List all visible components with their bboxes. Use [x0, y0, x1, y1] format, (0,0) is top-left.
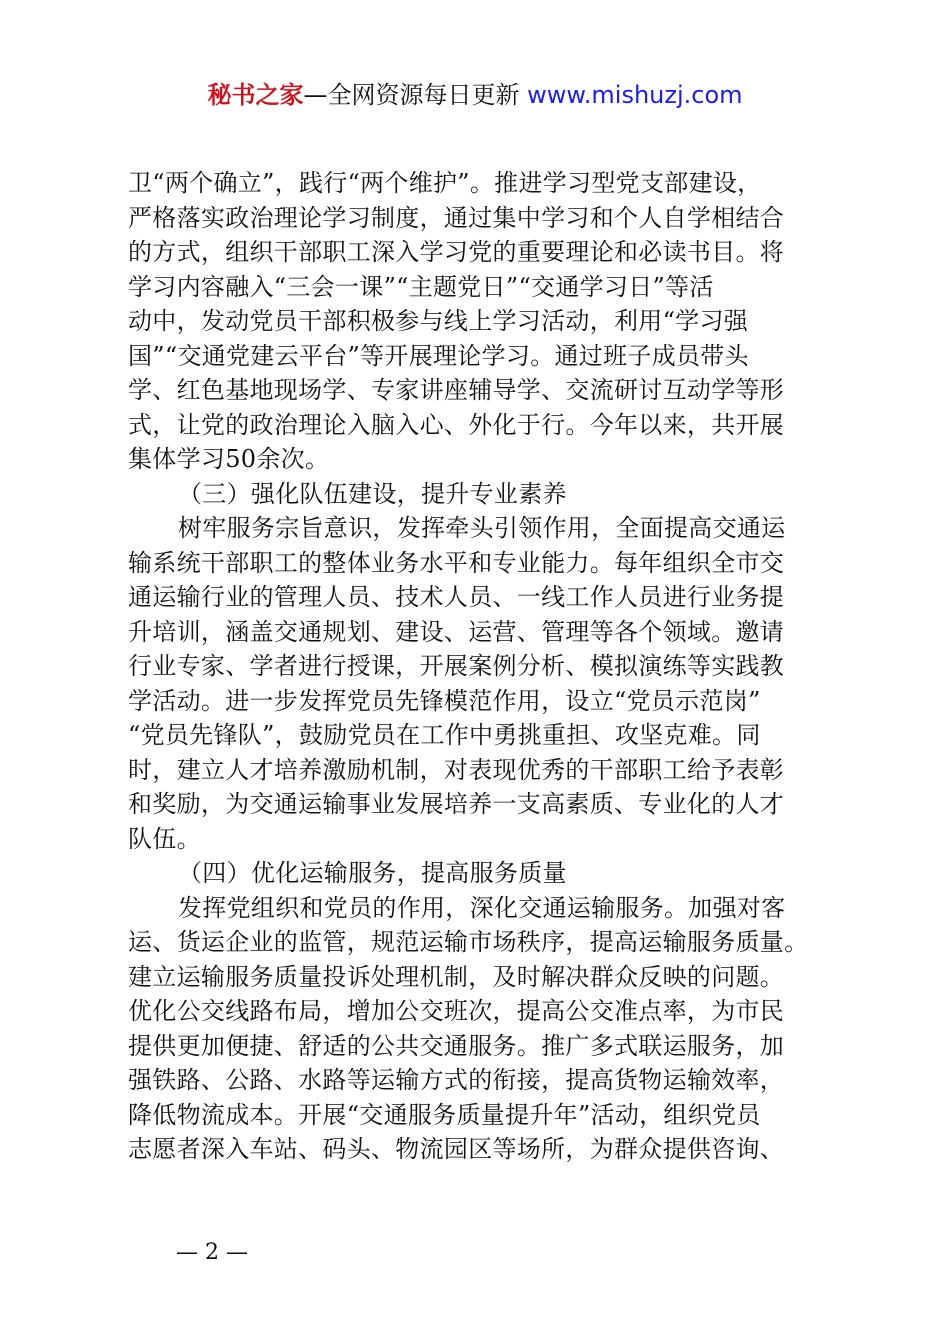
text-line: 严格落实政治理论学习制度，通过集中学习和个人自学相结合 [128, 203, 785, 232]
section-heading: （三）强化队伍建设，提升专业素养 [178, 479, 567, 508]
header-site-link[interactable]: www.mishuzj.com [527, 81, 743, 109]
text-line: 强铁路、公路、水路等运输方式的衔接，提高货物运输效率， [128, 1066, 785, 1094]
text-line: 输系统干部职工的整体业务水平和专业能力。每年组织全市交 [128, 548, 785, 577]
text-line: 优化公交线路布局，增加公交班次，提高公交准点率，为市民 [128, 997, 785, 1025]
text-line: 学活动。进一步发挥党员先锋模范作用，设立“党员示范岗” [128, 686, 761, 715]
page-number: — 2 — [176, 1240, 248, 1265]
text-line: “党员先锋队”，鼓励党员在工作中勇挑重担、攻坚克难。同 [128, 721, 761, 749]
text-line: 志愿者深入车站、码头、物流园区等场所，为群众提供咨询、 [128, 1135, 785, 1163]
text-line: 升培训，涵盖交通规划、建设、运营、管理等各个领域。邀请 [128, 617, 785, 646]
text-line: 通运输行业的管理人员、技术人员、一线工作人员进行业务提 [128, 583, 785, 611]
text-line: 国”“交通党建云平台”等开展理论学习。通过班子成员带头 [128, 341, 749, 370]
text-line: 队伍。 [128, 824, 201, 853]
text-line: 学、红色基地现场学、专家讲座辅导学、交流研讨互动学等形 [128, 376, 785, 404]
header-tagline: —全网资源每日更新 [303, 81, 520, 109]
body-text [128, 166, 828, 1167]
text-line: 学习内容融入“三会一课”“主题党日”“交通学习日”等活 [128, 272, 714, 301]
text-line: 集体学习50余次。 [128, 445, 330, 473]
text-line: 发挥党组织和党员的作用，深化交通运输服务。加强对客 [178, 893, 786, 922]
text-line: 树牢服务宗旨意识，发挥牵头引领作用，全面提高交通运 [178, 514, 786, 542]
page-header [0, 78, 950, 112]
text-line: 的方式，组织干部职工深入学习党的重要理论和必读书目。将 [128, 238, 785, 266]
text-line: 降低物流成本。开展“交通服务质量提升年”活动，组织党员 [128, 1100, 761, 1129]
text-line: 运、货运企业的监管，规范运输市场秩序，提高运输服务质量。 [128, 928, 809, 956]
text-line: 卫“两个确立”，践行“两个维护”。推进学习型党支部建设， [128, 169, 762, 197]
section-heading: （四）优化运输服务，提高服务质量 [178, 859, 567, 887]
text-line: 式，让党的政治理论入脑入心、外化于行。今年以来，共开展 [128, 410, 785, 439]
text-line: 时，建立人才培养激励机制，对表现优秀的干部职工给予表彰 [128, 755, 785, 784]
text-line: 和奖励，为交通运输事业发展培养一支高素质、专业化的人才 [128, 790, 785, 818]
text-line: 提供更加便捷、舒适的公共交通服务。推广多式联运服务，加 [128, 1031, 785, 1060]
header-brand: 秘书之家 [207, 81, 304, 109]
text-line: 建立运输服务质量投诉处理机制，及时解决群众反映的问题。 [128, 962, 785, 991]
text-line: 动中，发动党员干部积极参与线上学习活动，利用“学习强 [128, 307, 749, 335]
text-line: 行业专家、学者进行授课，开展案例分析、模拟演练等实践教 [128, 652, 785, 680]
